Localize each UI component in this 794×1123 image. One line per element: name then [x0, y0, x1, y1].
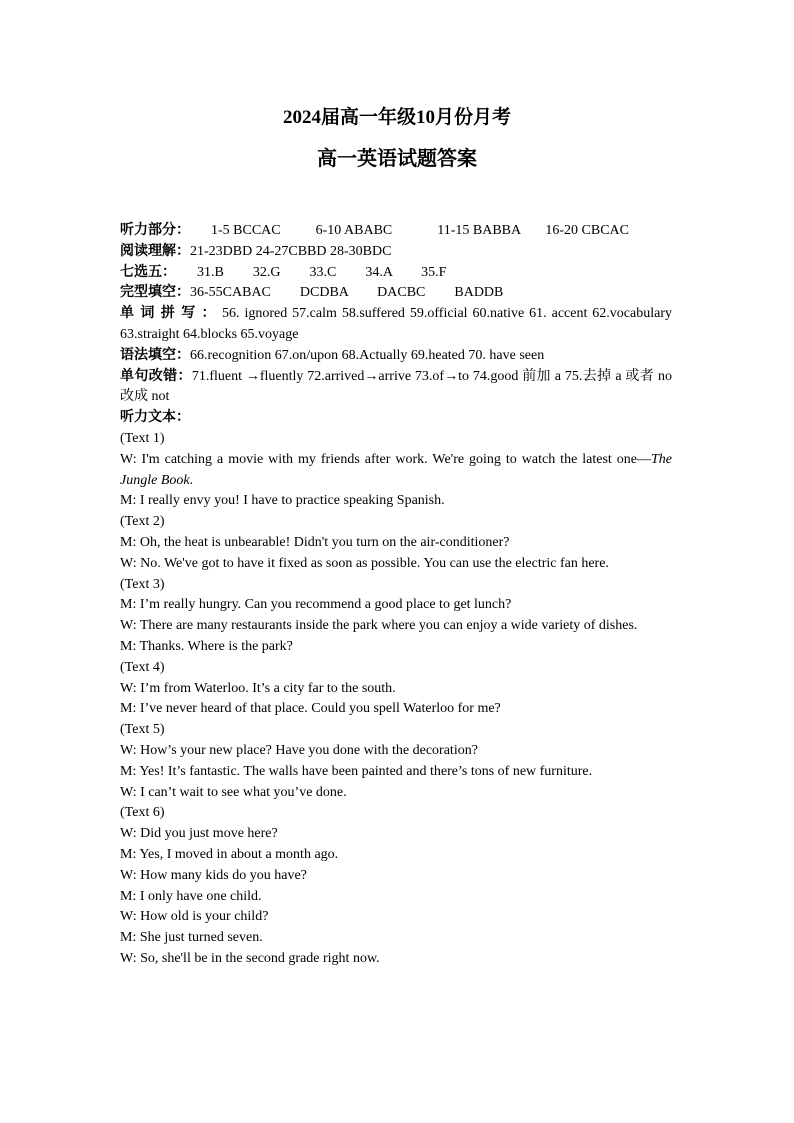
- reading-answers: [120, 242, 672, 263]
- seven-choose-five-label: 七选五：: [120, 264, 176, 280]
- answer-item: 31.B: [197, 264, 224, 280]
- transcript-line: W: I’m from Waterloo. It’s a city far to the south.: [120, 680, 396, 696]
- transcript-line: M: Oh, the heat is unbearable! Didn't you turn on the air-conditioner?: [120, 534, 510, 550]
- answer-content: [120, 221, 672, 970]
- transcript-line: M: Yes, I moved in about a month ago.: [120, 846, 339, 862]
- transcript-line: (Text 2): [120, 514, 165, 530]
- transcript-line: M: Yes! It’s fantastic. The walls have been painted and there’s tons of new furniture.: [120, 763, 593, 779]
- page-title: 2024届高一年级10月份月考: [282, 107, 511, 128]
- answer-group: BADDB: [454, 285, 504, 301]
- answer-group: 11-15 BABBA: [437, 223, 521, 238]
- answer-item: 34.A: [365, 264, 393, 280]
- transcript-label: 听力文本：: [120, 410, 190, 426]
- grammar-label: 语法填空：: [120, 347, 190, 363]
- transcript-line: M: Thanks. Where is the park?: [120, 638, 293, 654]
- answer-group: 36-55CABAC: [190, 285, 271, 301]
- transcript-line: (Text 4): [120, 659, 165, 675]
- correction-label: 单句改错：: [120, 368, 192, 384]
- answer-group: 6-10 ABABC: [315, 223, 393, 238]
- page-subtitle: 高一英语试题答案: [317, 148, 477, 170]
- transcript-line: M: I’m really hungry. Can you recommend a good place to get lunch?: [120, 597, 512, 613]
- transcript-line: W: So, she'll be in the second grade right now.: [120, 950, 380, 966]
- seven-choose-five-answers: [120, 263, 672, 284]
- transcript-line: W: Did you just move here?: [120, 826, 278, 842]
- transcript-line: W: There are many restaurants inside the park where you can enjoy a wide variety of dishes.: [120, 618, 638, 634]
- transcript-line: (Text 1): [120, 430, 165, 446]
- listening-answers: [120, 221, 672, 242]
- transcript-line: W: No. We've got to have it fixed as soon as possible. You can use the electric fan here.: [120, 555, 609, 571]
- answer-group: DCDBA: [299, 285, 349, 301]
- answer-item: 35.F: [421, 264, 447, 280]
- transcript-line: M: I only have one child.: [120, 888, 262, 904]
- spelling-label: 单 词 拼 写 ：: [120, 306, 218, 322]
- transcript-line: W: I can’t wait to see what you’ve done.: [120, 784, 347, 800]
- movie-title: The Jungle Book: [120, 451, 672, 488]
- transcript-line: (Text 3): [120, 576, 165, 592]
- transcript-heading: [120, 408, 672, 429]
- transcript-line: W: How old is your child?: [120, 909, 269, 925]
- cloze-label: 完型填空：: [120, 285, 190, 301]
- answer-group: DACBC: [377, 285, 426, 301]
- correction-answers: [120, 367, 672, 409]
- spelling-text: 56. ignored 57.calm 58.suffered 59.official 60.native 61. accent 62.vocabulary 63.straight 64.blocks 65.voyage: [120, 306, 672, 342]
- reading-label: 阅读理解：: [120, 243, 190, 259]
- transcript-line: (Text 5): [120, 722, 165, 738]
- answer-group: 1-5 BCCAC: [211, 223, 281, 238]
- cloze-answers: [120, 283, 672, 304]
- correction-text: 71.fluent →fluently 72.arrived→arrive 73.of→to 74.good 前加 a 75.去掉 a 或者 no 改成 not: [120, 368, 672, 405]
- answer-item: 33.C: [309, 264, 337, 280]
- transcript-body: [120, 429, 672, 970]
- transcript-line: M: She just turned seven.: [120, 930, 263, 946]
- transcript-line: (Text 6): [120, 805, 165, 821]
- answer-item: 32.G: [252, 264, 281, 280]
- grammar-answers: [120, 346, 672, 367]
- answer-group: 16-20 CBCAC: [545, 223, 629, 238]
- listening-label: 听力部分：: [120, 223, 190, 238]
- grammar-text: 66.recognition 67.on/upon 68.Actually 69.heated 70. have seen: [190, 347, 545, 363]
- transcript-line: W: I'm catching a movie with my friends after work. We're going to watch the latest one—The Jungle Book.: [120, 451, 672, 488]
- transcript-line: M: I’ve never heard of that place. Could you spell Waterloo for me?: [120, 701, 501, 717]
- transcript-line: W: How many kids do you have?: [120, 867, 307, 883]
- reading-text: 21-23DBD 24-27CBBD 28-30BDC: [190, 243, 392, 259]
- transcript-line: W: How’s your new place? Have you done with the decoration?: [120, 742, 478, 758]
- spelling-answers: [120, 304, 672, 346]
- transcript-line: M: I really envy you! I have to practice speaking Spanish.: [120, 493, 445, 509]
